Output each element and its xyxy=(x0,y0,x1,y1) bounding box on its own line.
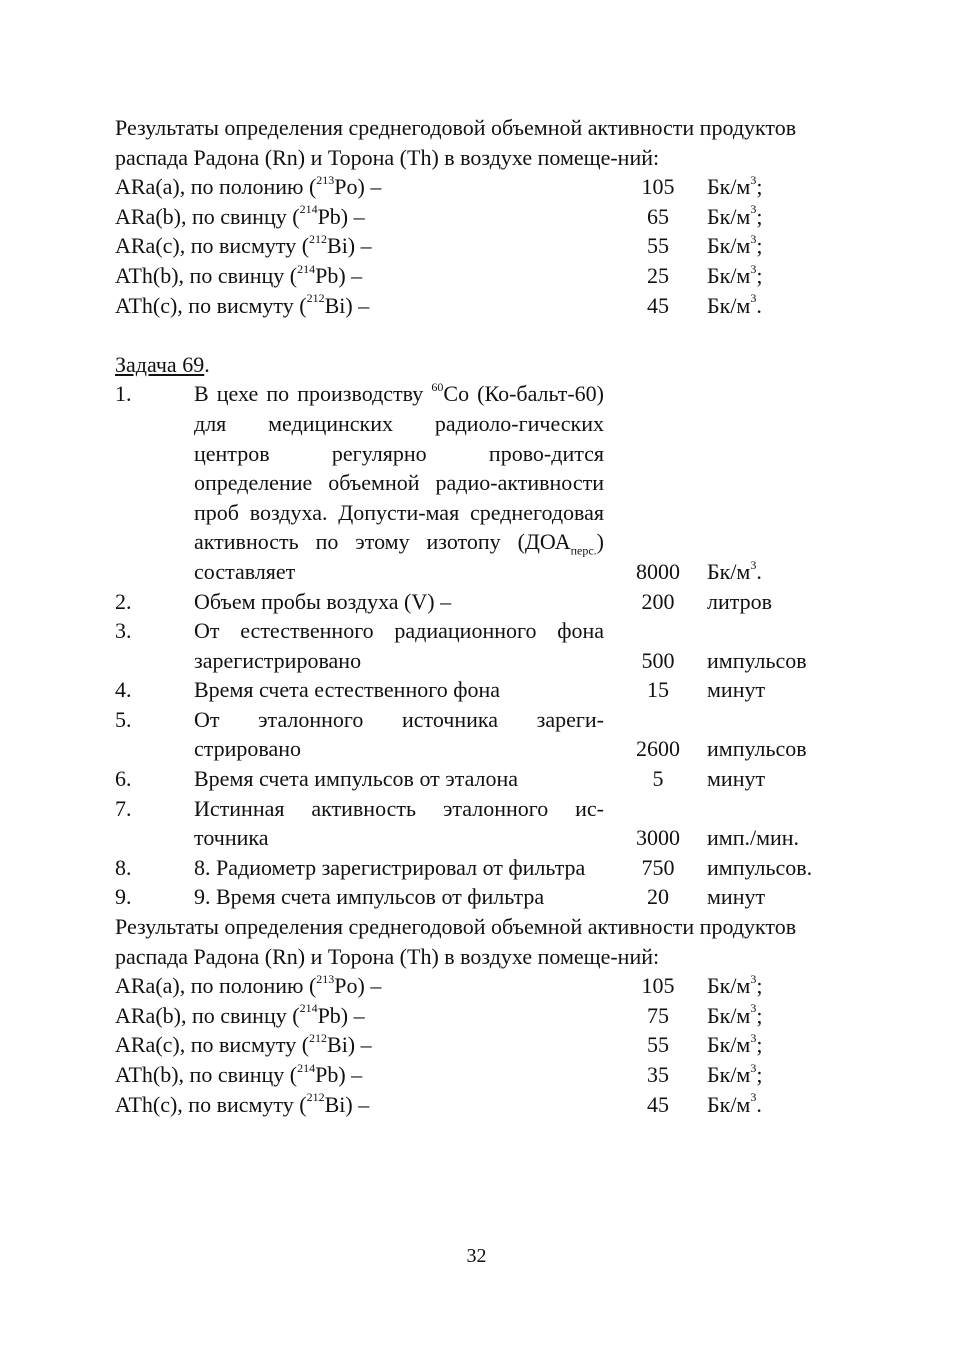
activity-value: 65 xyxy=(647,203,669,229)
page-number: 32 xyxy=(466,1245,487,1267)
activity-row xyxy=(115,172,835,202)
activity-unit: $Бк/м^3$; xyxy=(707,1031,763,1058)
activity-unit: $Бк/м^3$; xyxy=(707,261,763,288)
item-unit: минут xyxy=(707,766,766,792)
activity-value: 25 xyxy=(647,262,669,288)
activity-label: ARa(a), по полонию ($^{213}$Po) – xyxy=(115,971,382,999)
item-unit: импульсов xyxy=(707,736,807,762)
activity-row xyxy=(115,231,835,261)
activity-value: 45 xyxy=(647,292,669,318)
item-unit: минут xyxy=(707,677,766,703)
item-text: В цехе по производству $^{60}$Co (Ко-бальт-60) для медицинских радиоло-гических центров регулярно прово-дится определение объемной радио-активности проб воздуха. Допусти-мая среднегодовая активность по этому изотопу $(ДОА_{перс.})$ составляет xyxy=(194,380,604,584)
activity-value: 55 xyxy=(647,233,669,259)
task-item xyxy=(115,882,835,912)
activity-label: ARa(c), по висмуту ($^{212}$Bi) – xyxy=(115,1031,372,1058)
item-value: 8000 xyxy=(636,558,680,584)
activity-row xyxy=(115,1030,835,1060)
activity-row xyxy=(115,291,835,321)
activity-unit: $Бк/м^3$; xyxy=(707,1060,763,1087)
activity-label: ARa(a), по полонию ($^{213}$Po) – xyxy=(115,172,382,200)
activity-value: 105 xyxy=(641,973,675,999)
activity-unit: $Бк/м^3$; xyxy=(707,172,763,200)
task-item xyxy=(115,675,835,705)
item-unit: минут xyxy=(707,884,766,910)
item-unit: литров xyxy=(707,588,773,614)
activity-unit: $Бк/м^3$. xyxy=(707,291,762,318)
activity-row xyxy=(115,971,835,1001)
activity-row xyxy=(115,1090,835,1120)
activity-row xyxy=(115,202,835,232)
task-item xyxy=(115,587,835,617)
activity-unit: $Бк/м^3$. xyxy=(707,1090,762,1117)
item-value: 2600 xyxy=(636,736,680,762)
activity-row xyxy=(115,1060,835,1090)
activity-unit: $Бк/м^3$; xyxy=(707,971,763,999)
activity-unit: $Бк/м^3$; xyxy=(707,232,763,259)
item-value: 200 xyxy=(641,588,675,614)
activity-label: ATh(c), по висмуту ($^{212}$Bi) – xyxy=(115,1090,370,1117)
activity-value: 55 xyxy=(647,1032,669,1058)
task-item xyxy=(115,853,835,883)
item-number: 1. xyxy=(115,381,132,407)
activity-label: ATh(c), по висмуту ($^{212}$Bi) – xyxy=(115,291,370,318)
activity-unit: $Бк/м^3$; xyxy=(707,1001,763,1028)
item-text: Время счета естественного фона xyxy=(194,677,501,703)
item-text: 8. Радиометр зарегистрировал от фильтра xyxy=(194,854,586,880)
item-value: 20 xyxy=(647,884,669,910)
task-item xyxy=(115,379,835,586)
task-item xyxy=(115,705,835,764)
item-value: 3000 xyxy=(636,825,680,851)
activity-label: ARa(b), по свинцу ($^{214}$Pb) – xyxy=(115,1001,365,1028)
task-title: Задача 69. xyxy=(115,351,210,377)
item-number: 3. xyxy=(115,618,132,644)
item-number: 6. xyxy=(115,766,132,792)
block2-intro: Результаты определения среднегодовой объемной активности продуктов распада Радона (Rn) и Торона (Th) в воздухе помеще-ний: xyxy=(115,914,797,969)
activity-value: 35 xyxy=(647,1062,669,1087)
item-unit: импульсов xyxy=(707,647,807,673)
activity-label: ATh(b), по свинцу ($^{214}$Pb) – xyxy=(115,261,363,288)
spacer xyxy=(115,320,835,350)
item-unit: $Бк/м^3$. xyxy=(707,557,762,584)
item-unit: импульсов. xyxy=(707,854,813,880)
item-unit: имп./мин. xyxy=(707,825,800,851)
activity-row xyxy=(115,261,835,291)
item-value: 5 xyxy=(652,766,664,792)
activity-label: ARa(c), по висмуту ($^{212}$Bi) – xyxy=(115,232,372,259)
item-text: Истинная активность эталонного ис-точника xyxy=(194,795,604,851)
item-value: 750 xyxy=(641,854,675,880)
item-number: 8. xyxy=(115,854,132,880)
item-text: Объем пробы воздуха (V) – xyxy=(194,588,452,614)
task-item-list xyxy=(115,379,835,912)
activity-label: ARa(b), по свинцу ($^{214}$Pb) – xyxy=(115,202,365,229)
item-number: 2. xyxy=(115,588,132,614)
activity-label: ATh(b), по свинцу ($^{214}$Pb) – xyxy=(115,1060,363,1087)
block1-intro: Результаты определения среднегодовой объемной активности продуктов распада Радона (Rn) и Торона (Th) в воздухе помеще-ний: xyxy=(115,115,797,170)
item-value: 15 xyxy=(647,677,669,703)
activity-value: 75 xyxy=(647,1002,669,1028)
document-page xyxy=(115,113,835,1119)
item-text: От эталонного источника зареги-стрировано xyxy=(194,706,604,762)
task-item xyxy=(115,616,835,675)
block2-activity-list xyxy=(115,971,835,1119)
item-number: 9. xyxy=(115,884,132,910)
activity-value: 105 xyxy=(641,174,675,200)
activity-unit: $Бк/м^3$; xyxy=(707,202,763,229)
item-text: 9. Время счета импульсов от фильтра xyxy=(194,884,545,910)
task-item xyxy=(115,794,835,853)
item-number: 5. xyxy=(115,706,132,732)
task-item xyxy=(115,764,835,794)
item-text: Время счета импульсов от эталона xyxy=(194,766,519,792)
item-number: 4. xyxy=(115,677,132,703)
item-number: 7. xyxy=(115,795,132,821)
block1-activity-list xyxy=(115,172,835,320)
activity-row xyxy=(115,1001,835,1031)
item-value: 500 xyxy=(641,647,675,673)
item-text: От естественного радиационного фона зарегистрировано xyxy=(194,618,604,673)
activity-value: 45 xyxy=(647,1091,669,1117)
